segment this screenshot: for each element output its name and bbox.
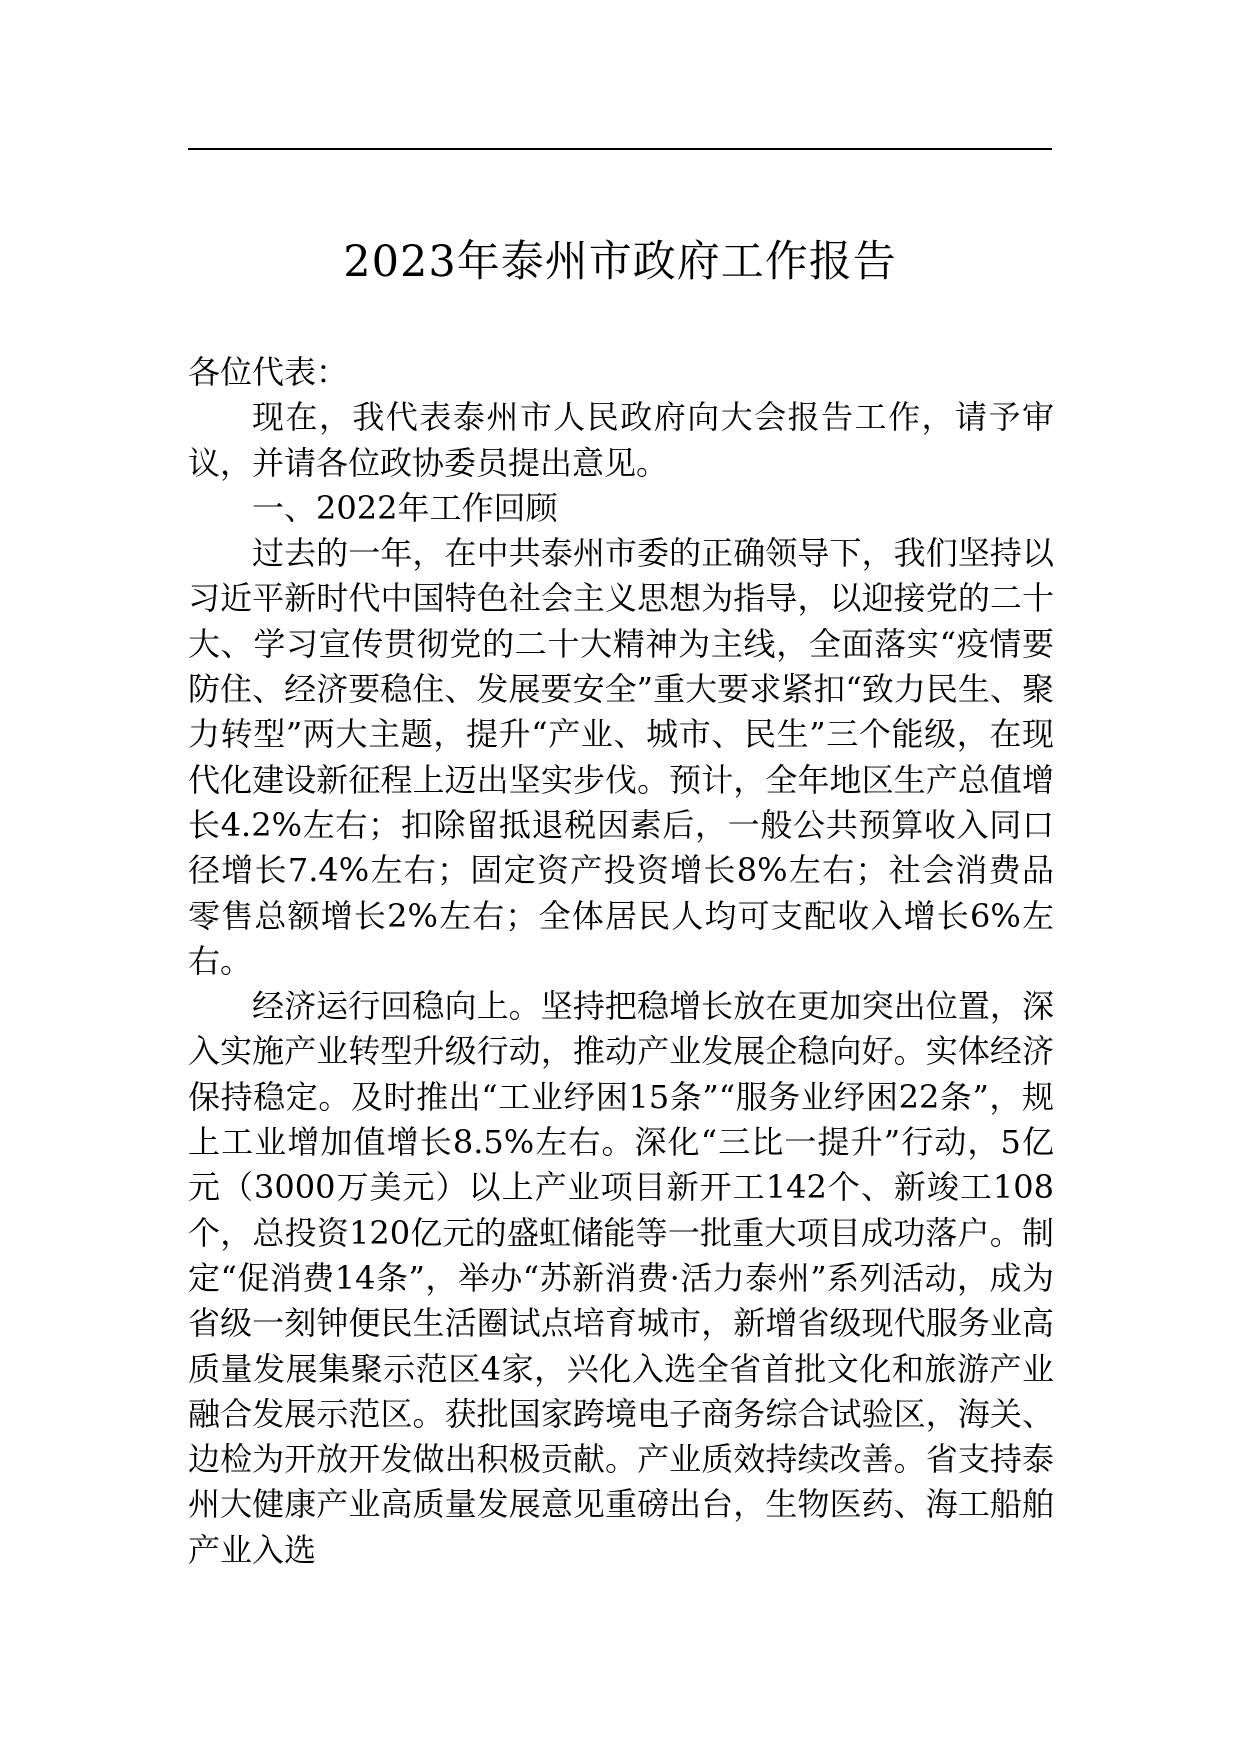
intro-paragraph: 现在，我代表泰州市人民政府向大会报告工作，请予审议，并请各位政协委员提出意见。 xyxy=(188,398,1054,482)
document-title: 2023年泰州市政府工作报告 xyxy=(343,237,897,287)
section-heading: 一、2022年工作回顾 xyxy=(252,488,558,527)
header-rule xyxy=(188,148,1052,150)
document-body xyxy=(188,350,1054,1573)
body-paragraph: 过去的一年，在中共泰州市委的正确领导下，我们坚持以习近平新时代中国特色社会主义思想为指导，以迎接党的二十大、学习宣传贯彻党的二十大精神为主线，全面落实“疫情要防住、经济要稳住、发展要安全”重大要求紧扣“致力民生、聚力转型”两大主题，提升“产业、城市、民生”三个能级，在现代化建设新征程上迈出坚实步伐。预计，全年地区生产总值增长4.2%左右；扣除留抵退税因素后，一般公共预算收入同口径增长7.4%左右；固定资产投资增长8%左右；社会消费品零售总额增长2%左右；全体居民人均可支配收入增长6%左右。 xyxy=(188,534,1054,980)
salutation: 各位代表： xyxy=(188,353,349,391)
body-paragraph: 经济运行回稳向上。坚持把稳增长放在更加突出位置，深入实施产业转型升级行动，推动产业发展企稳向好。实体经济保持稳定。及时推出“工业纾困15条”“服务业纾困22条”，规上工业增加值增长8.5%左右。深化“三比一提升”行动，5亿元（3000万美元）以上产业项目新开工142个、新竣工108个，总投资120亿元的盛虹储能等一批重大项目成功落户。制定“促消费14条”，举办“苏新消费·活力泰州”系列活动，成为省级一刻钟便民生活圈试点培育城市，新增省级现代服务业高质量发展集聚示范区4家，兴化入选全省首批文化和旅游产业融合发展示范区。获批国家跨境电子商务综合试验区，海关、边检为开放开发做出积极贡献。产业质效持续改善。省支持泰州大健康产业高质量发展意见重磅出台，生物医药、海工船舶产业入选 xyxy=(188,987,1054,1569)
